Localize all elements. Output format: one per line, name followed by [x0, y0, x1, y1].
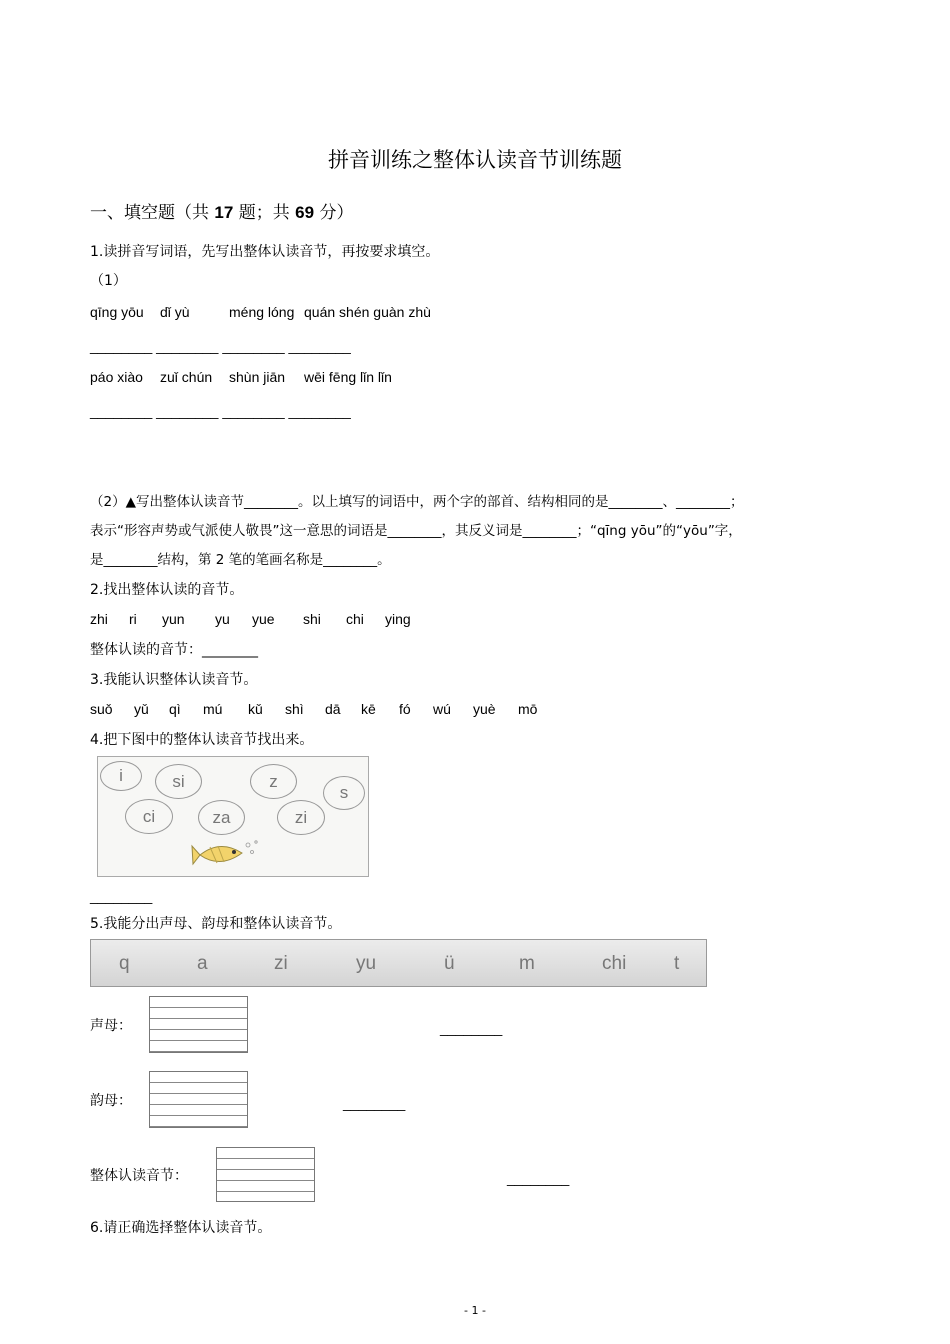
syllable: yun — [162, 611, 185, 627]
strip-letter: t — [674, 953, 680, 974]
syllable: chi — [346, 611, 364, 627]
zhengti-label: 整体认读音节： — [90, 1168, 188, 1184]
strip-letter: yu — [356, 953, 377, 974]
syllable: kē — [361, 701, 376, 717]
question-1-stem: 1.读拼音写词语，先写出整体认读音节，再按要求填空。 — [90, 244, 440, 260]
syllable-bubble: z — [250, 764, 297, 799]
syllable: yuè — [473, 701, 496, 717]
pinyin-word: qīng yōu — [90, 304, 144, 320]
question-4-stem: 4.把下图中的整体认读音节找出来。 — [90, 732, 314, 748]
syllable: ri — [129, 611, 137, 627]
pinyin-word: dǐ yù — [160, 304, 190, 320]
syllable: yǔ — [134, 701, 149, 717]
shengmu-answer-blank[interactable]: ________ — [440, 1020, 503, 1036]
strip-letter: q — [119, 953, 130, 974]
syllable: yue — [252, 611, 275, 627]
syllable: fó — [399, 701, 411, 717]
pinyin-word: wēi fēng lǐn lǐn — [304, 369, 392, 385]
strip-letter: m — [519, 953, 535, 974]
question-1-part-2-line-1: （2）▲写出整体认读音节________。以上填写的词语中，两个字的部首、结构相同的是________、________； — [90, 494, 744, 510]
syllable: qì — [169, 701, 181, 717]
strip-letter: zi — [274, 953, 288, 974]
syllable-bubble: ci — [125, 799, 173, 834]
syllable: shi — [303, 611, 321, 627]
answer-blanks-row-2[interactable]: ________ ________ ________ ________ — [90, 403, 351, 419]
shengmu-writing-lines[interactable] — [149, 996, 248, 1053]
page-title: 拼音训练之整体认读音节训练题 — [328, 148, 622, 172]
syllable-bubble: i — [100, 761, 142, 791]
strip-letter: a — [197, 953, 208, 974]
question-2-answer[interactable]: 整体认读的音节：________ — [90, 642, 258, 658]
pinyin-word: páo xiào — [90, 369, 143, 385]
question-6-stem: 6.请正确选择整体认读音节。 — [90, 1220, 272, 1236]
syllable: ying — [385, 611, 411, 627]
yunmu-answer-blank[interactable]: ________ — [343, 1095, 406, 1111]
pinyin-word: méng lóng — [229, 304, 295, 320]
syllable: shì — [285, 701, 304, 717]
question-5-stem: 5.我能分出声母、韵母和整体认读音节。 — [90, 916, 342, 932]
yunmu-label: 韵母： — [90, 1093, 132, 1109]
question-3-stem: 3.我能认识整体认读音节。 — [90, 672, 258, 688]
syllable: mú — [203, 701, 223, 717]
syllable: yu — [215, 611, 230, 627]
strip-letter: ü — [444, 953, 455, 974]
section-heading: 一、填空题（共 17 题；共 69 分） — [90, 203, 354, 223]
syllable: dā — [325, 701, 341, 717]
shengmu-label: 声母： — [90, 1018, 132, 1034]
zhengti-answer-blank[interactable]: ________ — [507, 1170, 570, 1186]
syllable: zhi — [90, 611, 108, 627]
syllable: mō — [518, 701, 538, 717]
strip-letter: chi — [602, 953, 627, 974]
bubble-picture — [97, 756, 369, 877]
yunmu-writing-lines[interactable] — [149, 1071, 248, 1128]
zhengti-writing-lines[interactable] — [216, 1147, 315, 1202]
syllable: kǔ — [248, 701, 263, 717]
syllable-bubble: si — [155, 764, 202, 799]
question-1-part-2-line-3: 是________结构，第 2 笔的笔画名称是________。 — [90, 552, 391, 568]
syllable: suǒ — [90, 701, 113, 717]
answer-blanks-row-1[interactable]: ________ ________ ________ ________ — [90, 338, 351, 354]
pinyin-word: quán shén guàn zhù — [304, 304, 431, 320]
syllable-bubble: s — [323, 776, 365, 810]
syllable-bubble: zi — [277, 800, 325, 835]
question-1-part-2-line-2: 表示“形容声势或气派使人敬畏”这一意思的词语是________，其反义词是________；“qīng yōu”的“yōu”字， — [90, 523, 742, 539]
fish-icon — [190, 837, 260, 873]
page-number: - 1 - — [464, 1304, 486, 1317]
syllable: wú — [433, 701, 451, 717]
question-1-part-1-label: （1） — [90, 273, 127, 289]
question-4-answer-blank[interactable]: ________ — [90, 888, 153, 904]
question-2-stem: 2.找出整体认读的音节。 — [90, 582, 244, 598]
letter-strip — [90, 939, 707, 987]
pinyin-word: shùn jiān — [229, 369, 286, 385]
syllable-bubble: za — [198, 800, 245, 835]
pinyin-word: zuǐ chún — [160, 369, 213, 385]
